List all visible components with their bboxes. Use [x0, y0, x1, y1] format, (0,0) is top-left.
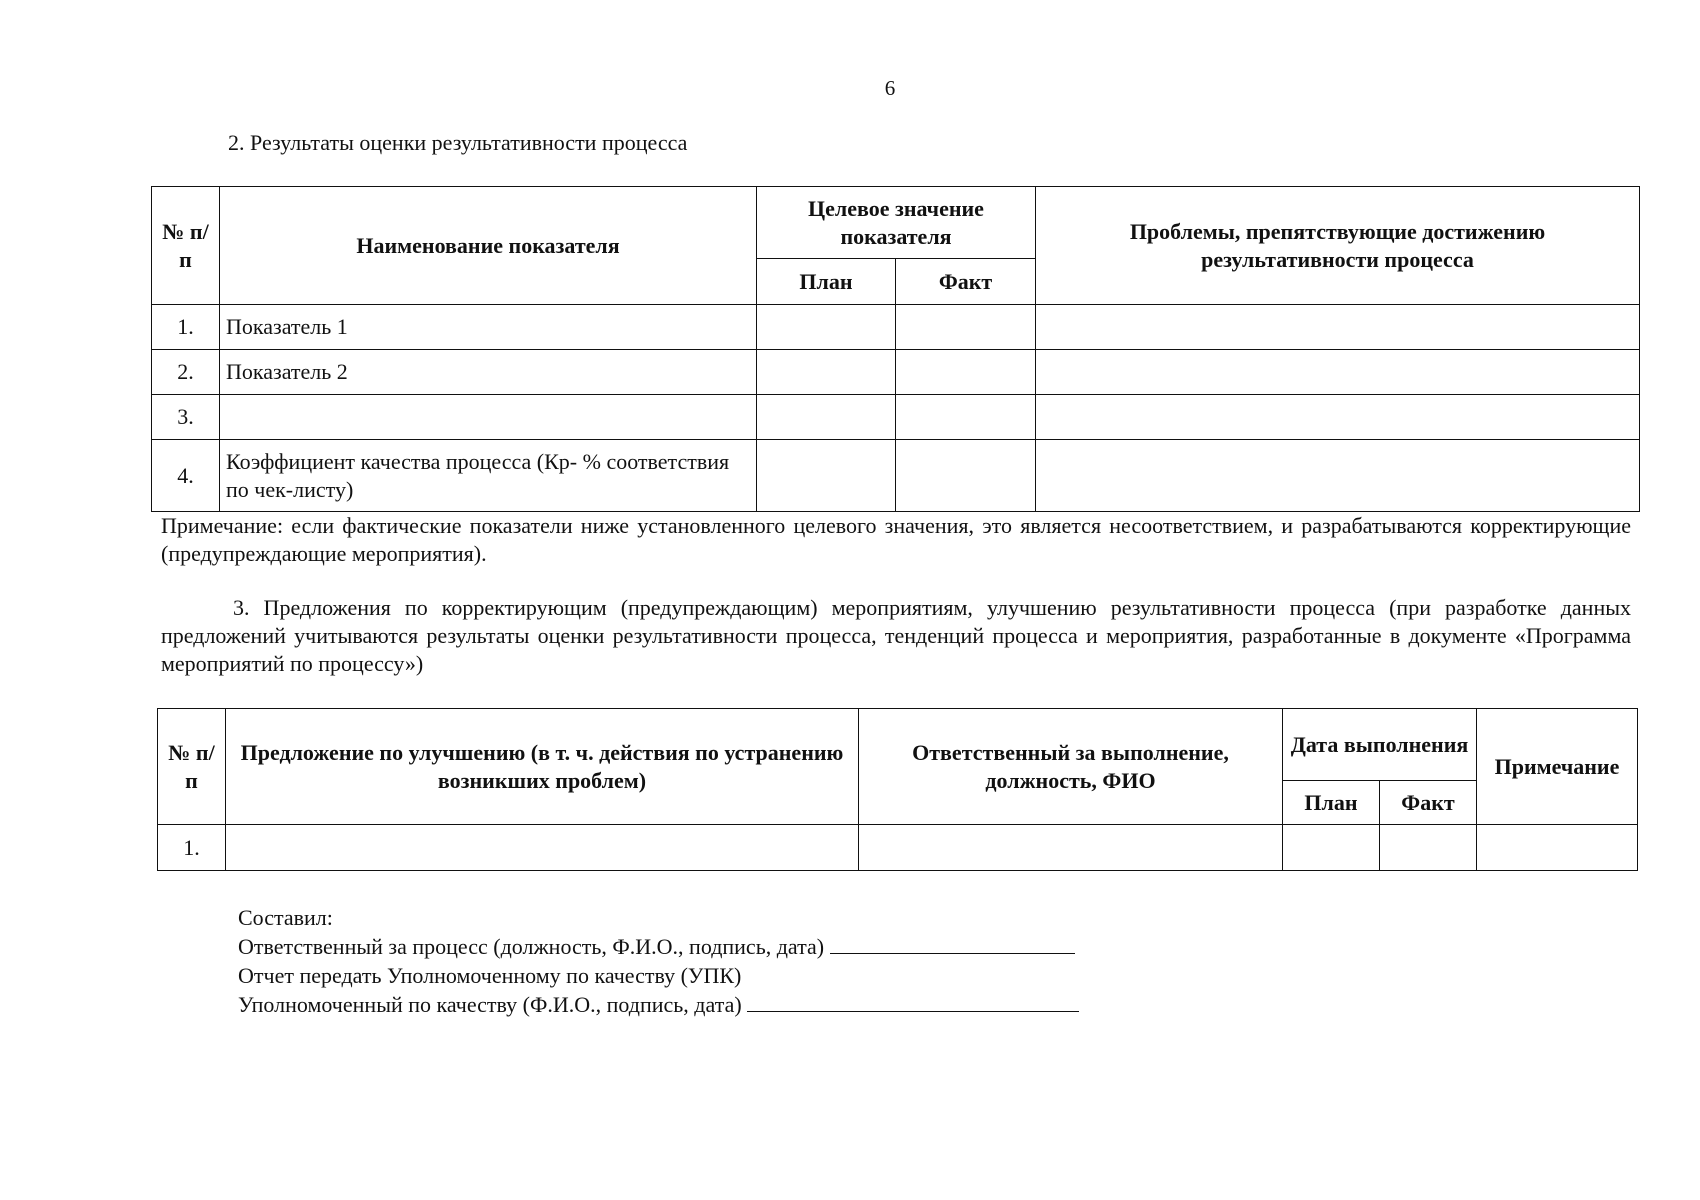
fact-cell: [896, 440, 1036, 512]
row-number: 3.: [152, 395, 220, 440]
section-2-heading: 2. Результаты оценки результативности процесса: [228, 130, 688, 155]
plan-cell: [757, 395, 896, 440]
indicator-name: Коэффициент качества процесса (Кр- % соответствия по чек-листу): [220, 440, 757, 512]
col-header-target-value: Целевое значение показателя: [757, 187, 1036, 259]
upk-signature-line: [747, 991, 1079, 1012]
fact-cell: [1380, 825, 1477, 871]
responsible-cell: [859, 825, 1283, 871]
upk-label: Уполномоченный по качеству (Ф.И.О., подпись, дата): [238, 992, 742, 1017]
row-number: 2.: [152, 350, 220, 395]
proposals-table: [157, 708, 1638, 871]
section-3-heading: 3. Предложения по корректирующим (предупреждающим) мероприятиям, улучшению результативности процесса (при разработке данных предложений учитываются результаты оценки результативности процесса, тенденций процесса и мероприятия, разработанные в документе «Программа мероприятий по процессу»): [161, 595, 1631, 676]
upk-line: [238, 990, 1079, 1019]
table-note: Примечание: если фактические показатели ниже установленного целевого значения, это является несоответствием, и разрабатываются корректирующие (предупреждающие мероприятия).: [161, 513, 1631, 566]
row-number: 4.: [152, 440, 220, 512]
fact-cell: [896, 350, 1036, 395]
row-number: 1.: [158, 825, 226, 871]
col-header-plan: План: [1283, 781, 1380, 825]
col-header-responsible: Ответственный за выполнение, должность, ФИО: [859, 709, 1283, 825]
problems-cell: [1036, 350, 1640, 395]
responsible-label: Ответственный за процесс (должность, Ф.И.О., подпись, дата): [238, 934, 825, 959]
indicator-name: Показатель 2: [220, 350, 757, 395]
col-header-num: № п/п: [152, 187, 220, 305]
results-table: [151, 186, 1640, 512]
indicator-name: Показатель 1: [220, 305, 757, 350]
row-number: 1.: [152, 305, 220, 350]
indicator-name: [220, 395, 757, 440]
composed-label: Составил:: [238, 905, 333, 930]
proposal-cell: [226, 825, 859, 871]
col-header-indicator-name: Наименование показателя: [220, 187, 757, 305]
col-header-note: Примечание: [1477, 709, 1638, 825]
fact-cell: [896, 305, 1036, 350]
table-row: [152, 395, 1640, 440]
col-header-completion-date: Дата выполнения: [1283, 709, 1477, 781]
table-row: [152, 440, 1640, 512]
responsible-line: [238, 932, 1079, 961]
plan-cell: [1283, 825, 1380, 871]
col-header-plan: План: [757, 259, 896, 305]
problems-cell: [1036, 305, 1640, 350]
col-header-fact: Факт: [896, 259, 1036, 305]
table-row: [152, 305, 1640, 350]
page-number: 6: [884, 76, 896, 100]
col-header-fact: Факт: [1380, 781, 1477, 825]
problems-cell: [1036, 440, 1640, 512]
col-header-num: № п/п: [158, 709, 226, 825]
table-row: [158, 825, 1638, 871]
signature-block: [238, 903, 1079, 1019]
col-header-proposal: Предложение по улучшению (в т. ч. действия по устранению возникших проблем): [226, 709, 859, 825]
note-cell: [1477, 825, 1638, 871]
plan-cell: [757, 305, 896, 350]
table-row: [152, 350, 1640, 395]
fact-cell: [896, 395, 1036, 440]
transfer-label: Отчет передать Уполномоченному по качеству (УПК): [238, 963, 742, 988]
plan-cell: [757, 440, 896, 512]
plan-cell: [757, 350, 896, 395]
problems-cell: [1036, 395, 1640, 440]
col-header-problems: Проблемы, препятствующие достижению результативности процесса: [1036, 187, 1640, 305]
responsible-signature-line: [830, 933, 1075, 954]
